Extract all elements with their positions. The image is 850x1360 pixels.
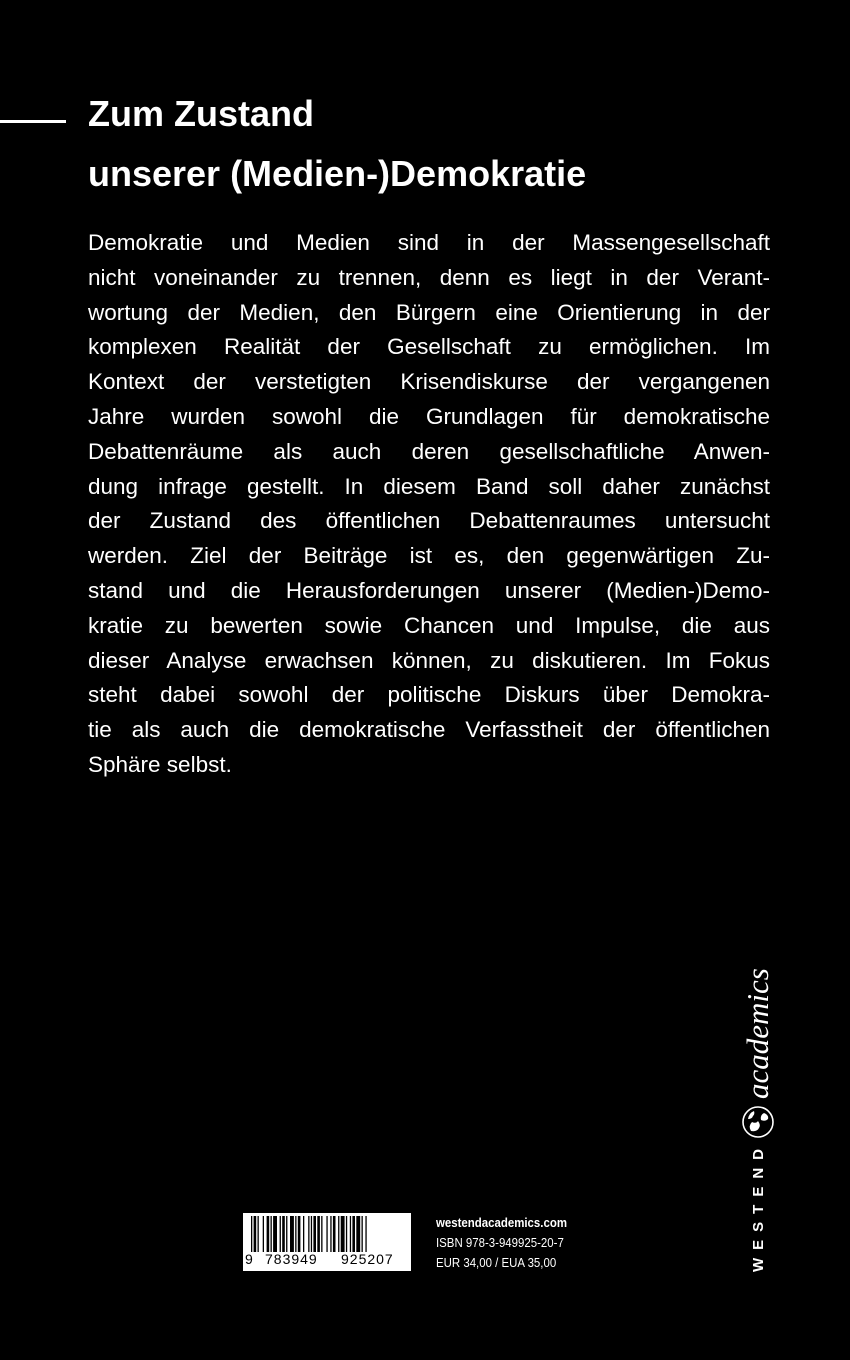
barcode-bar (303, 1216, 304, 1252)
title-line-1: Zum Zustand (88, 93, 314, 134)
barcode-bar (267, 1216, 270, 1252)
blurb-line: stand und die Herausforderungen unserer (Medien-)Demo- (88, 577, 770, 603)
barcode-bar (333, 1216, 336, 1252)
barcode-lead-digit: 9 (245, 1251, 253, 1267)
barcode-bar (362, 1216, 363, 1252)
blurb-line: dieser Analyse erwachsen können, zu diskutieren. Im Fokus (88, 647, 770, 673)
blurb-line: tie als auch die demokratische Verfasstheit der öffentlichen (88, 717, 770, 743)
blurb-line: nicht voneinander zu trennen, denn es liegt in der Verant- (88, 264, 770, 290)
title-rule (0, 120, 66, 123)
blurb-line: Kontext der verstetigten Krisendiskurse der vergangenen (88, 369, 770, 395)
barcode-bar (282, 1216, 285, 1252)
barcode-bar (350, 1216, 351, 1252)
blurb-line: dung infrage gestellt. In diesem Band soll daher zunächst (88, 473, 770, 499)
barcode-bar (308, 1216, 309, 1252)
barcode-bar (330, 1216, 331, 1252)
blurb-line: der Zustand des öffentlichen Debattenraumes untersucht (88, 508, 770, 534)
barcode-bar (295, 1216, 296, 1252)
blurb-line: Debattenräume als auch deren gesellschaftliche Anwen- (88, 438, 770, 464)
publisher-info (436, 1213, 630, 1273)
blurb (88, 226, 770, 783)
barcode-bar (298, 1216, 301, 1252)
barcode-bar (352, 1216, 355, 1252)
blurb-line: Jahre wurden sowohl die Grundlagen für demokratische (88, 403, 770, 429)
barcode-digits (243, 1251, 411, 1269)
book-title (88, 84, 828, 204)
barcode-left-group: 783949 (265, 1251, 318, 1267)
price: EUR 34,00 / EUA 35,00 (436, 1255, 557, 1270)
logo-academics-text: academics (740, 968, 775, 1099)
barcode-bar (280, 1216, 281, 1252)
barcode-bar (313, 1216, 316, 1252)
barcode-bar (254, 1216, 257, 1252)
publisher-url: westendacademics.com (436, 1215, 567, 1230)
barcode-bar (251, 1216, 252, 1252)
barcode-bar (321, 1216, 322, 1252)
blurb-line: komplexen Realität der Gesellschaft zu ermöglichen. Im (88, 334, 770, 360)
blurb-line: kratie zu bewerten sowie Chancen und Impulse, die aus (88, 612, 770, 638)
title-line-2: unserer (Medien-)Demokratie (88, 153, 587, 194)
barcode-bar (290, 1216, 294, 1252)
barcode-bar (258, 1216, 259, 1252)
barcode-bar (346, 1216, 347, 1252)
barcode-bars (251, 1216, 403, 1252)
logo-westend-text: WESTEND (749, 1141, 767, 1272)
barcode-bar (341, 1216, 345, 1252)
barcode-bar (365, 1216, 366, 1252)
blurb-line: Demokratie und Medien sind in der Massengesellschaft (88, 230, 770, 255)
barcode-bar (356, 1216, 360, 1252)
barcode-bar (271, 1216, 272, 1252)
blurb-line: werden. Ziel der Beiträge ist es, den gegenwärtigen Zu- (88, 543, 770, 569)
globe-icon (741, 1105, 775, 1139)
barcode-bar (311, 1216, 312, 1252)
blurb-line-last: Sphäre selbst. (88, 751, 232, 777)
barcode-bar (338, 1216, 339, 1252)
barcode-bar (273, 1216, 277, 1252)
barcode-bar (263, 1216, 264, 1252)
isbn: ISBN 978-3-949925-20-7 (436, 1235, 564, 1250)
barcode (243, 1213, 411, 1271)
blurb-line: wortung der Medien, den Bürgern eine Orientierung in der (88, 299, 770, 325)
blurb-line: steht dabei sowohl der politische Diskurs über Demokra- (88, 682, 770, 708)
barcode-bar (286, 1216, 287, 1252)
barcode-bar (326, 1216, 327, 1252)
barcode-right-group: 925207 (341, 1251, 394, 1267)
publisher-logo (728, 912, 788, 1272)
barcode-bar (317, 1216, 320, 1252)
